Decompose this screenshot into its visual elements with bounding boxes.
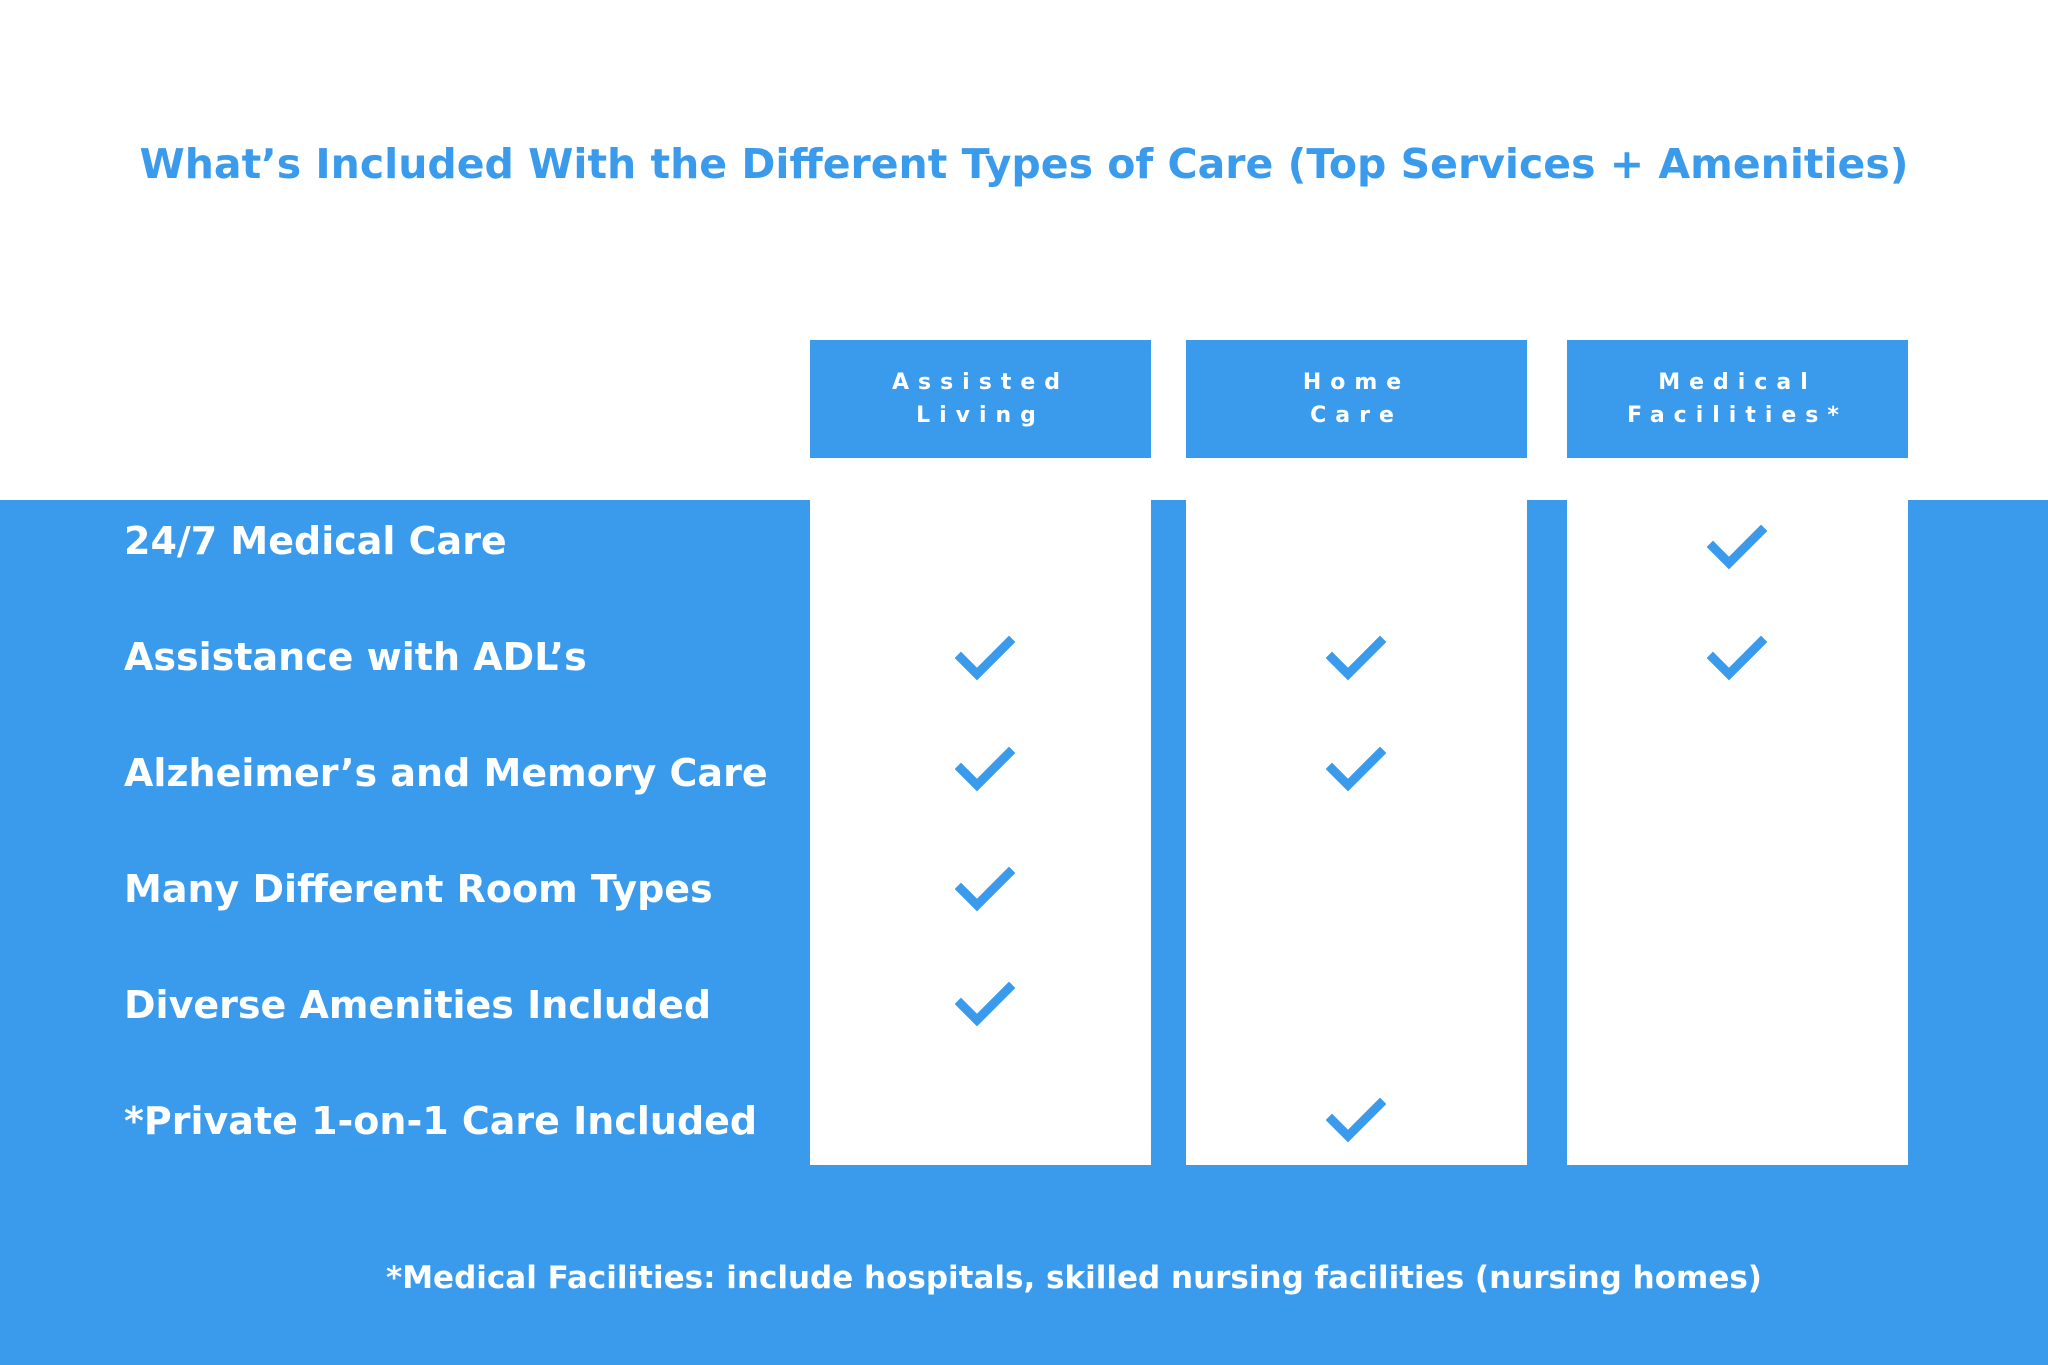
- column-header-line2: Living: [916, 403, 1045, 428]
- checkmark-icon: [955, 745, 1015, 793]
- row-label-room-types: Many Different Room Types: [124, 867, 713, 911]
- column-header-home-care: [1186, 340, 1527, 458]
- checkmark-icon: [1707, 634, 1767, 682]
- column-body-home-care: [1186, 500, 1527, 1165]
- column-header-line1: Home: [1302, 370, 1411, 395]
- column-header-line2: Facilities*: [1627, 403, 1848, 428]
- page-title: What’s Included With the Different Types of Care (Top Services + Amenities): [139, 140, 1909, 188]
- row-label-assistance-adls: Assistance with ADL’s: [124, 635, 587, 679]
- row-label-private-care: *Private 1-on-1 Care Included: [124, 1099, 758, 1143]
- checkmark-icon: [1326, 634, 1386, 682]
- footnote: *Medical Facilities: include hospitals, skilled nursing facilities (nursing homes): [386, 1260, 1762, 1296]
- column-header-assisted-living: [810, 340, 1151, 458]
- column-header-line1: Assisted: [891, 370, 1070, 395]
- checkmark-icon: [1707, 523, 1767, 571]
- row-label-24-7-medical-care: 24/7 Medical Care: [124, 519, 507, 563]
- checkmark-icon: [1326, 745, 1386, 793]
- column-body-assisted-living: [810, 500, 1151, 1165]
- checkmark-icon: [955, 980, 1015, 1028]
- row-label-amenities: Diverse Amenities Included: [124, 983, 712, 1027]
- column-header-line1: Medical: [1658, 370, 1817, 395]
- row-label-memory-care: Alzheimer’s and Memory Care: [124, 751, 768, 795]
- checkmark-icon: [1326, 1096, 1386, 1144]
- column-header-line2: Care: [1310, 403, 1403, 428]
- checkmark-icon: [955, 634, 1015, 682]
- column-body-medical-facilities: [1567, 500, 1908, 1165]
- column-header-medical-facilities: [1567, 340, 1908, 458]
- checkmark-icon: [955, 865, 1015, 913]
